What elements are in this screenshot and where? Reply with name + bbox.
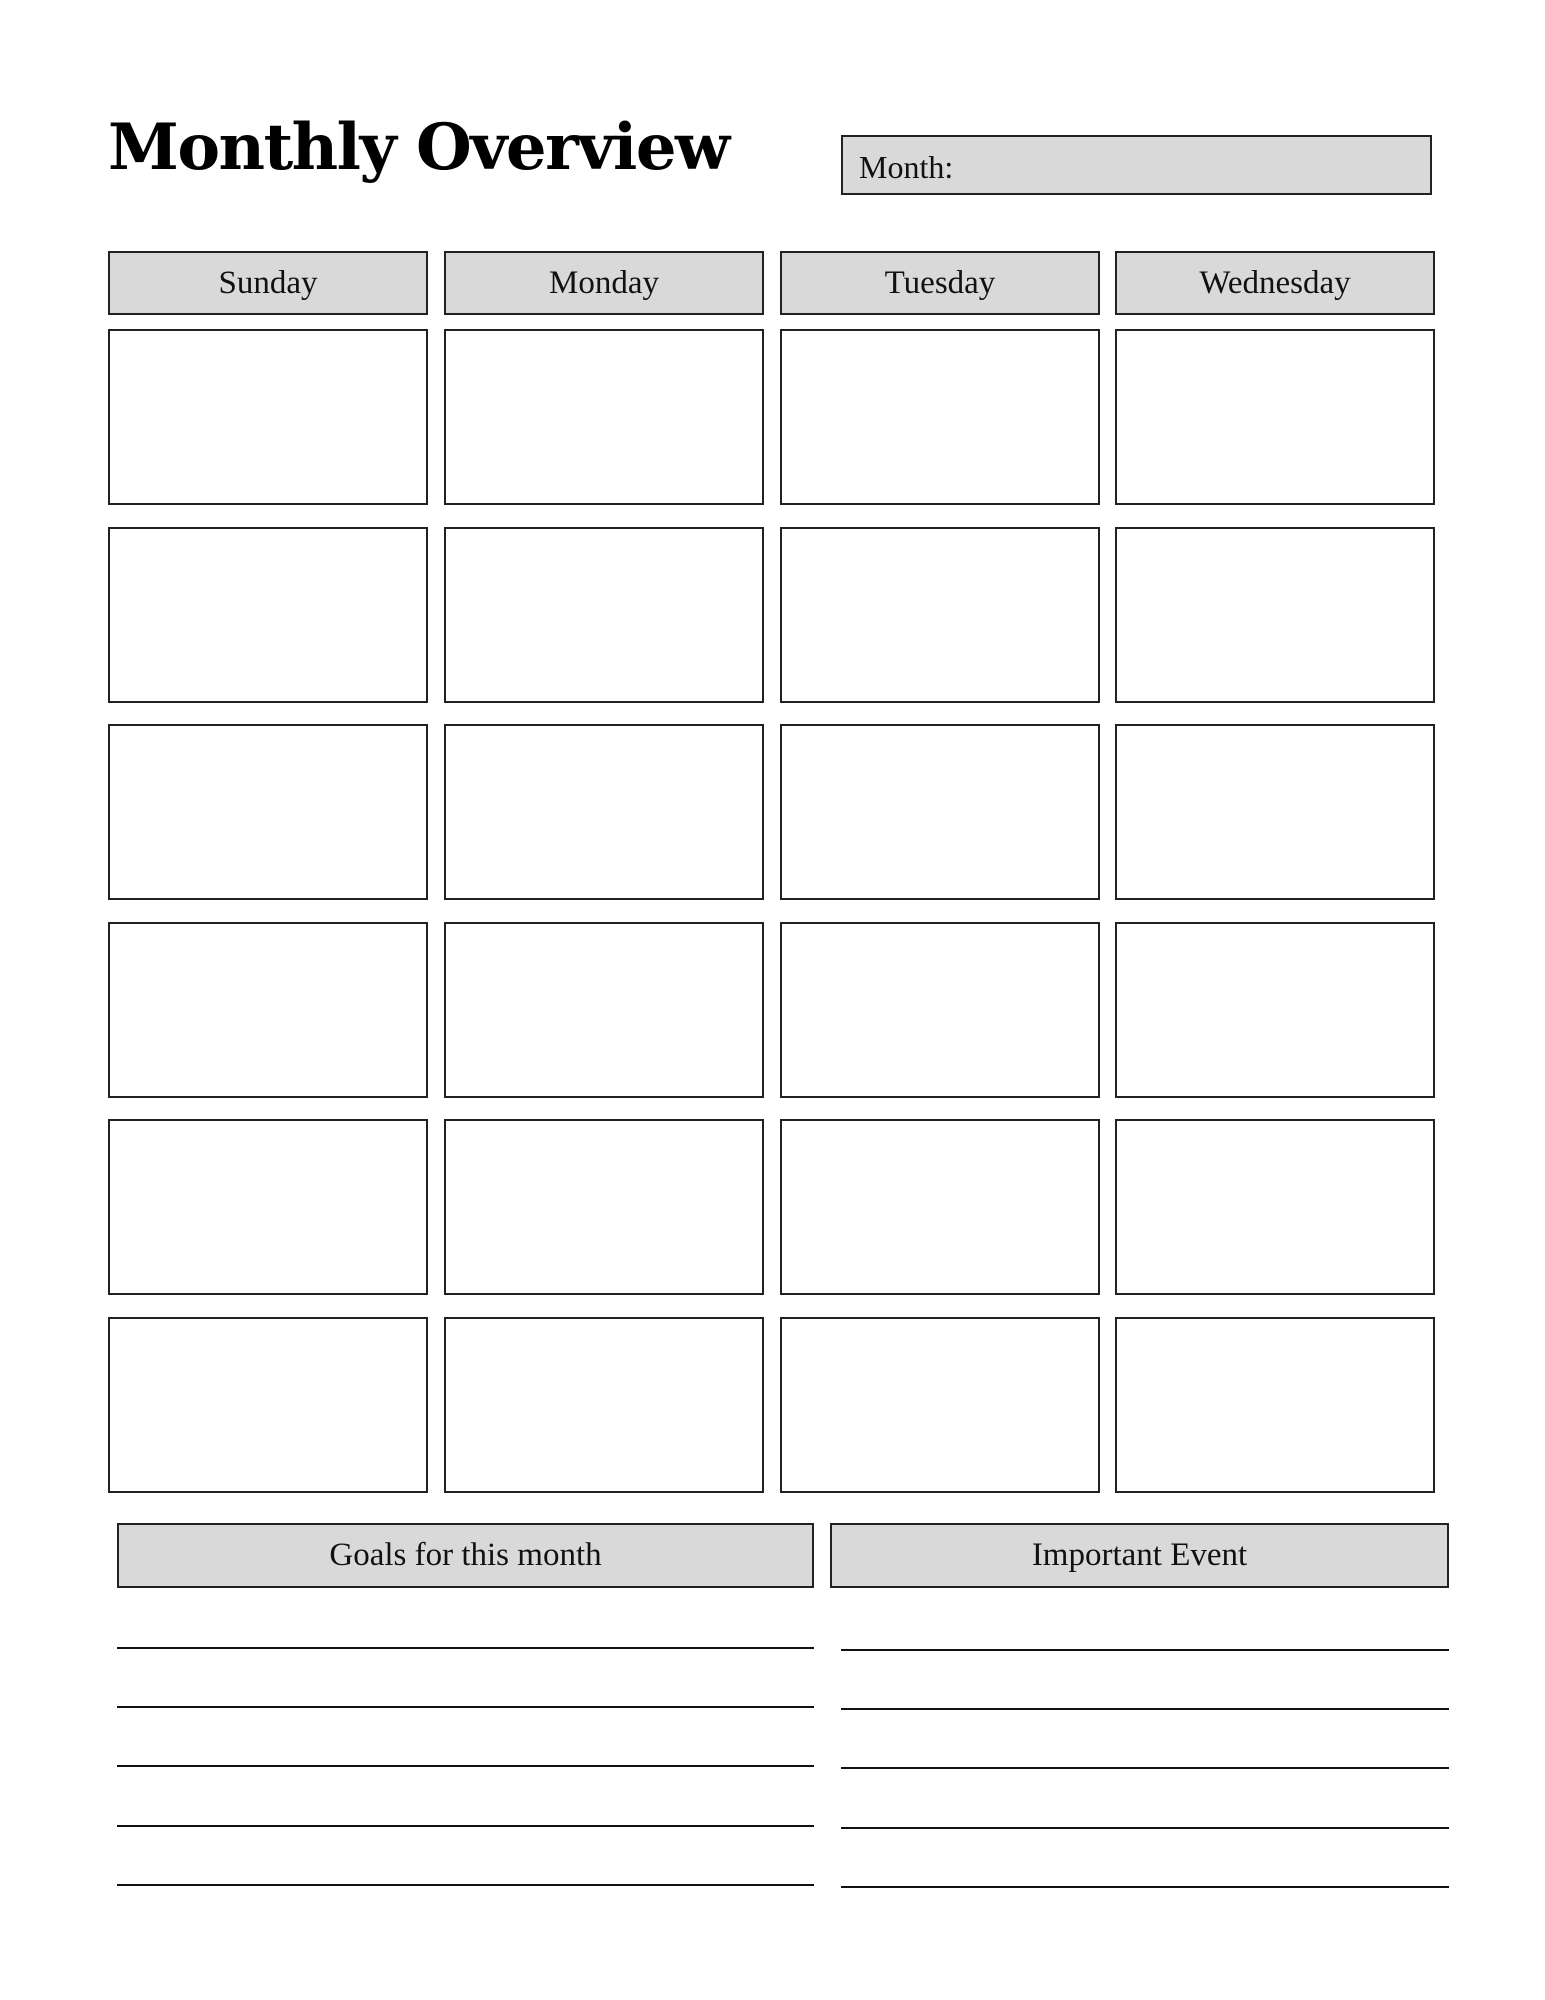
day-cell[interactable]	[1115, 922, 1435, 1098]
day-header-tuesday: Tuesday	[780, 251, 1100, 315]
day-cell[interactable]	[780, 1119, 1100, 1295]
day-cell[interactable]	[444, 922, 764, 1098]
event-line[interactable]	[841, 1708, 1449, 1710]
month-label: Month:	[859, 149, 954, 185]
day-cell[interactable]	[108, 922, 428, 1098]
day-header-sunday: Sunday	[108, 251, 428, 315]
day-cell[interactable]	[1115, 329, 1435, 505]
events-header: Important Event	[830, 1523, 1449, 1588]
day-cell[interactable]	[780, 1317, 1100, 1493]
day-cell[interactable]	[1115, 1317, 1435, 1493]
month-input[interactable]	[955, 143, 1422, 189]
event-line[interactable]	[841, 1886, 1449, 1888]
event-line[interactable]	[841, 1767, 1449, 1769]
day-cell[interactable]	[780, 922, 1100, 1098]
goal-line[interactable]	[117, 1706, 814, 1708]
page-title: Monthly Overview	[108, 110, 729, 185]
goal-line[interactable]	[117, 1884, 814, 1886]
day-header-monday: Monday	[444, 251, 764, 315]
day-cell[interactable]	[1115, 724, 1435, 900]
day-cell[interactable]	[444, 1119, 764, 1295]
day-cell[interactable]	[444, 527, 764, 703]
day-cell[interactable]	[108, 1119, 428, 1295]
day-cell[interactable]	[108, 724, 428, 900]
day-cell[interactable]	[108, 1317, 428, 1493]
day-cell[interactable]	[1115, 1119, 1435, 1295]
month-field[interactable]	[841, 135, 1432, 195]
day-cell[interactable]	[1115, 527, 1435, 703]
day-cell[interactable]	[780, 724, 1100, 900]
goal-line[interactable]	[117, 1765, 814, 1767]
day-cell[interactable]	[444, 724, 764, 900]
goal-line[interactable]	[117, 1647, 814, 1649]
day-cell[interactable]	[108, 527, 428, 703]
event-line[interactable]	[841, 1827, 1449, 1829]
goals-header: Goals for this month	[117, 1523, 814, 1588]
goal-line[interactable]	[117, 1825, 814, 1827]
day-cell[interactable]	[444, 329, 764, 505]
event-line[interactable]	[841, 1649, 1449, 1651]
day-cell[interactable]	[780, 329, 1100, 505]
day-cell[interactable]	[780, 527, 1100, 703]
day-cell[interactable]	[108, 329, 428, 505]
day-header-wednesday: Wednesday	[1115, 251, 1435, 315]
day-cell[interactable]	[444, 1317, 764, 1493]
